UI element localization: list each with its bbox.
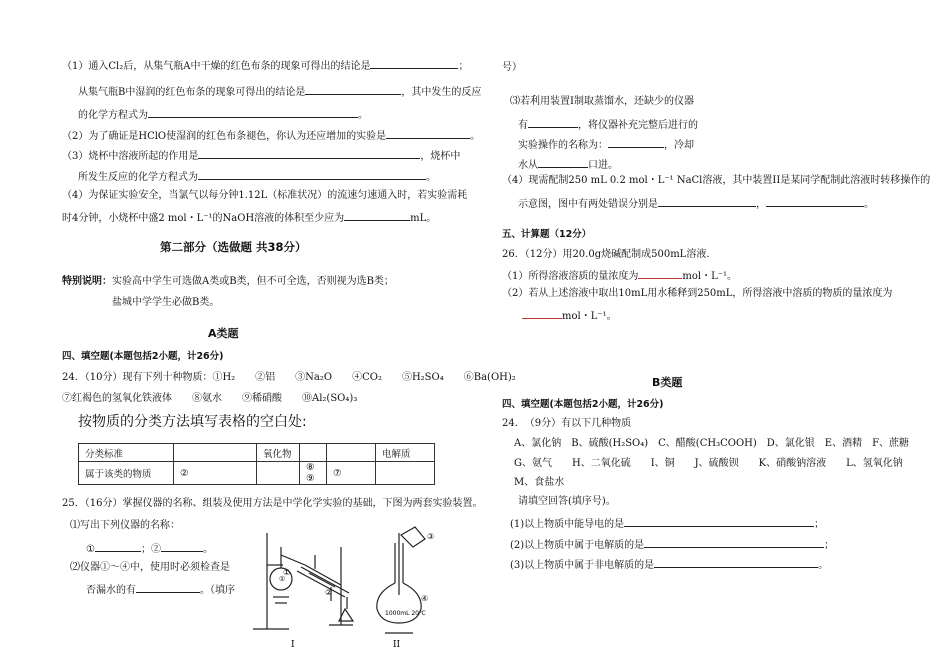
answer-blank[interactable] bbox=[644, 537, 824, 548]
answer-blank[interactable] bbox=[136, 582, 200, 593]
table-cell[interactable] bbox=[376, 462, 435, 485]
apparatus-i-label: Ⅰ bbox=[291, 640, 295, 650]
volumetric-flask-number: ④ bbox=[421, 594, 429, 603]
q24-b-part2: (2)以上物质中属于电解质的是 ； bbox=[510, 537, 834, 552]
answer-blank[interactable] bbox=[148, 107, 358, 118]
q26: 26．（12分）用20.0g烧碱配制成500mL溶液． bbox=[502, 249, 717, 260]
answer-blank[interactable] bbox=[344, 210, 410, 221]
table-cell: 属于该类的物质 bbox=[79, 462, 174, 485]
q26-part2: （2）若从上述溶液中取出10mL用水稀释到250mL，所得溶液中溶质的物质的量浓度为 bbox=[502, 288, 893, 299]
substance-list-line3: M、食盐水 bbox=[514, 477, 565, 488]
apparatus-ii-label: II bbox=[393, 640, 401, 650]
calc-section: 五、计算题（12分） bbox=[502, 229, 592, 240]
table-cell: 电解质 bbox=[376, 444, 435, 462]
q25-part4: （4）现需配制250 mL 0.2 mol・L⁻¹ NaCl溶液，其中装置II是某同学配制此溶液时转移操作的 bbox=[502, 175, 931, 186]
table-cell[interactable] bbox=[257, 462, 300, 485]
q24-b: 24． （9分）有以下几种物质 bbox=[502, 418, 632, 429]
q24-a-line2: ⑦红褐色的氢氧化铁液体 ⑧氨水 ⑨稀硝酸 ⑩Al₂(SO₄)₃ bbox=[62, 393, 358, 404]
q4-part1-line2: 从集气瓶B中湿润的红色布条的现象可得出的结论是 ，其中发生的反应 bbox=[78, 84, 481, 99]
q25-part3-line2: 有 ，将仪器补充完整后进行的 bbox=[518, 117, 698, 132]
flask-label: ① bbox=[279, 575, 286, 583]
q25-part2-line2: 否漏水的有 。（填序 bbox=[86, 582, 235, 597]
q4-part4: （4）为保证实验安全，当氯气以每分钟1.12L（标准状况）的流速匀速通入时，若实验需耗 bbox=[62, 190, 468, 201]
substance-list-line2: G、氨气 H、二氧化硫 I、铜 J、硫酸钡 K、硝酸钠溶液 L、氢氧化钠 bbox=[514, 458, 903, 469]
answer-blank[interactable] bbox=[638, 268, 682, 279]
q25: 25．（16分）掌握仪器的名称、组装及使用方法是中学化学实验的基础，下图为两套实验装置。 bbox=[62, 498, 483, 509]
answer-blank[interactable] bbox=[624, 516, 814, 527]
answer-blank[interactable] bbox=[161, 541, 203, 552]
apparatus-figure bbox=[245, 525, 465, 653]
table-cell: ⑧ ⑨ bbox=[300, 462, 327, 485]
table-row bbox=[79, 444, 435, 462]
table-cell: ⑦ bbox=[327, 462, 376, 485]
answer-blank[interactable] bbox=[528, 117, 578, 128]
q25-part1: ⑴写出下列仪器的名称： bbox=[70, 520, 180, 531]
flask-number: ① bbox=[283, 568, 291, 577]
answer-blank[interactable] bbox=[766, 196, 864, 207]
answer-blank[interactable] bbox=[608, 137, 664, 148]
q4-part3-line2: 所发生反应的化学方程式为 。 bbox=[78, 169, 436, 184]
answer-blank[interactable] bbox=[370, 58, 458, 69]
q24-b-part3: (3)以上物质中属于非电解质的是 。 bbox=[510, 557, 828, 572]
q26-part1: （1）所得溶液溶质的量浓度为 mol・L⁻¹。 bbox=[502, 268, 737, 283]
table-cell[interactable] bbox=[174, 444, 257, 462]
q25-part3: ⑶若利用装置Ⅰ制取蒸馏水，还缺少的仪器 bbox=[510, 96, 694, 107]
table-cell: 氧化物 bbox=[257, 444, 300, 462]
q4-part4-line2: 时4分钟，小烧杯中盛2 mol・L⁻¹的NaOH溶液的体积至少应为 mL。 bbox=[62, 210, 436, 225]
table-cell[interactable] bbox=[300, 444, 327, 462]
q25-part1-answers: ① ；② 。 bbox=[86, 541, 213, 556]
q26-part2-line2: mol・L⁻¹。 bbox=[522, 308, 617, 323]
classification-prompt: 按物质的分类方法填写表格的空白处: bbox=[78, 414, 307, 430]
answer-blank[interactable] bbox=[386, 128, 470, 139]
answer-blank[interactable] bbox=[658, 196, 756, 207]
q25-part4-line2: 示意图，图中有两处错误分别是 ， 。 bbox=[518, 196, 874, 211]
b-fill-section: 四、填空题(本题包括2小题，计26分) bbox=[502, 399, 664, 410]
answer-blank[interactable] bbox=[538, 157, 588, 168]
q24-b-part1: (1)以上物质中能导电的是 ； bbox=[510, 516, 824, 531]
part2-title: 第二部分（选做题 共38分） bbox=[160, 240, 307, 254]
q4-part1: （1）通入Cl₂后，从集气瓶A中干燥的红色布条的现象可得出的结论是 ； bbox=[62, 58, 468, 73]
q25-part2: ⑵仪器①～④中，使用时必须检查是 bbox=[70, 562, 230, 573]
substance-list-line1: A、氯化钠 B、硫酸(H₂SO₄) C、醋酸(CH₃COOH) D、氯化银 E、酒精 F、蔗糖 bbox=[514, 438, 910, 449]
answer-blank[interactable] bbox=[522, 308, 562, 319]
q4-part2: （2）为了确证是HClO使湿润的红色布条褪色，你认为还应增加的实验是 。 bbox=[62, 128, 480, 143]
answer-blank[interactable] bbox=[654, 557, 818, 568]
classification-table bbox=[78, 443, 435, 485]
answer-blank[interactable] bbox=[95, 541, 141, 552]
a-section-title: A类题 bbox=[208, 327, 239, 340]
q4-part1-line3: 的化学方程式为 。 bbox=[78, 107, 368, 122]
a-fill-section: 四、填空题(本题包括2小题，计26分) bbox=[62, 351, 224, 362]
table-cell[interactable] bbox=[327, 444, 376, 462]
special-note: 特别说明：实验高中学生可选做A类或B类，但不可全选，否则视为选B类； bbox=[62, 276, 394, 287]
q25-part3-line3: 实验操作的名称为： ，冷却 bbox=[518, 137, 694, 152]
q4-part3: （3）烧杯中溶液所起的作用是 ，烧杯中 bbox=[62, 148, 460, 163]
b-section-title: B类题 bbox=[652, 376, 683, 389]
answer-blank[interactable] bbox=[305, 84, 401, 95]
table-cell: ② bbox=[174, 462, 257, 485]
flask-capacity-label: 1000mL 20℃ bbox=[385, 610, 426, 617]
condenser-number: ② bbox=[325, 588, 333, 597]
answer-blank[interactable] bbox=[198, 148, 420, 159]
continued-text: 号） bbox=[502, 62, 522, 73]
answer-blank[interactable] bbox=[198, 169, 426, 180]
instruction: 请填空回答(填序号)。 bbox=[518, 496, 616, 507]
beaker-number: ③ bbox=[427, 532, 435, 541]
special-note-line2: 盐城中学学生必做B类。 bbox=[112, 297, 220, 308]
q25-part3-line4: 水从 口进。 bbox=[518, 157, 618, 172]
table-cell: 分类标准 bbox=[79, 444, 174, 462]
table-row bbox=[79, 462, 435, 485]
q24-a: 24．（10分）现有下列十种物质：①H₂ ②铝 ③Na₂O ④CO₂ ⑤H₂SO₄ ⑥Ba(OH)₂ bbox=[62, 372, 516, 383]
